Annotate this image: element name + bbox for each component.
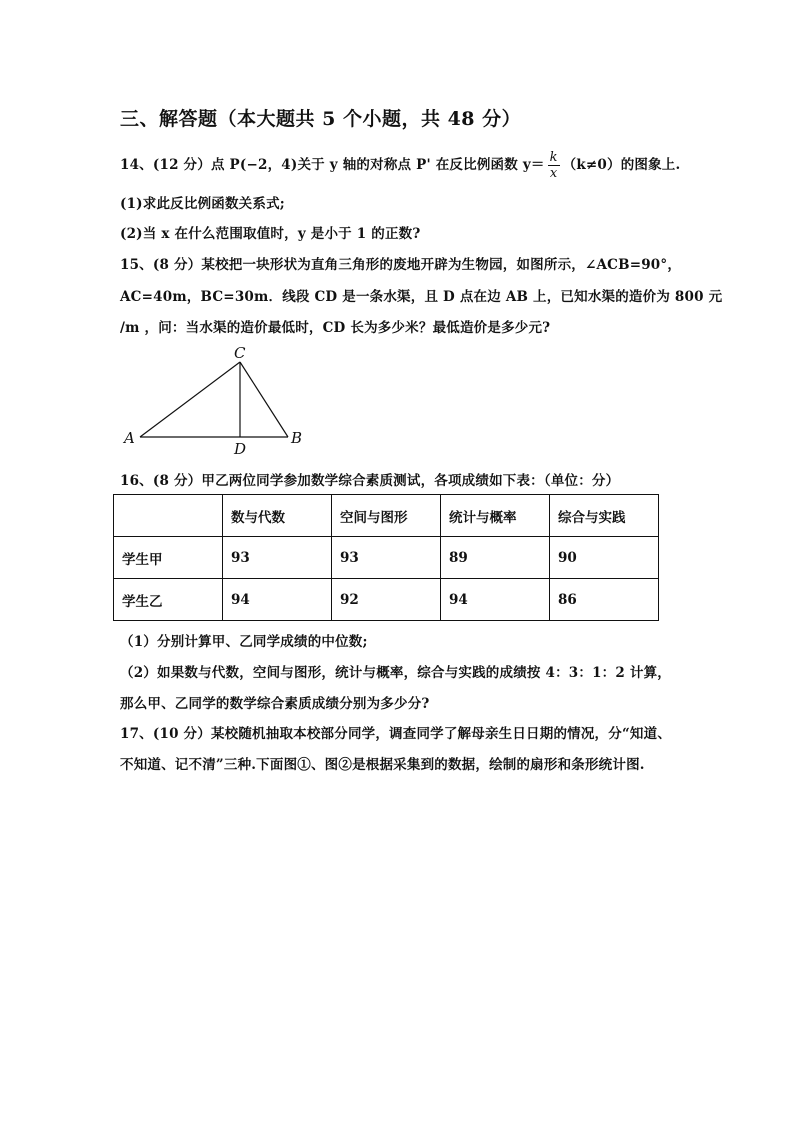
table-cell: 90 [550, 537, 659, 579]
table-header-cell: 空间与图形 [332, 495, 441, 537]
q14-part1: (1)求此反比例函数关系式; [120, 196, 285, 212]
q16-stem: 16、(8 分）甲乙两位同学参加数学综合素质测试，各项成绩如下表：（单位：分） [120, 473, 620, 489]
q17-line1: 17、(10 分）某校随机抽取本校部分同学，调查同学了解母亲生日日期的情况，分“知道、 [120, 726, 672, 742]
q14-stem-after: （k≠0）的图象上. [562, 157, 681, 173]
q16-part2-line1: （2）如果数与代数，空间与图形，统计与概率，综合与实践的成绩按 4：3：1：2 计算， [120, 665, 671, 681]
table-header-cell: 统计与概率 [441, 495, 550, 537]
table-cell: 86 [550, 579, 659, 621]
q16-part1: （1）分别计算甲、乙同学成绩的中位数; [120, 634, 368, 650]
table-row [114, 537, 659, 579]
table-cell: 92 [332, 579, 441, 621]
q14-stem [120, 150, 680, 181]
table-cell: 学生乙 [114, 579, 223, 621]
table-header-cell: 综合与实践 [550, 495, 659, 537]
side-bc [240, 362, 288, 437]
table-header-row [114, 495, 659, 537]
table-cell: 93 [223, 537, 332, 579]
table-header-cell: 数与代数 [223, 495, 332, 537]
right-triangle-figure [118, 340, 318, 460]
table-row [114, 579, 659, 621]
table-cell: 94 [441, 579, 550, 621]
label-d: D [234, 440, 247, 458]
q14-stem-before: 14、(12 分）点 P(−2，4)关于 y 轴的对称点 P' 在反比例函数 y＝ [120, 157, 545, 173]
table-header-cell [114, 495, 223, 537]
fraction-numerator: k [549, 150, 558, 165]
q15-line2: AC=40m，BC=30m．线段 CD 是一条水渠，且 D 点在边 AB 上，已知水渠的造价为 800 元 [120, 289, 723, 305]
table-cell: 93 [332, 537, 441, 579]
side-ac [140, 362, 240, 437]
table-cell: 94 [223, 579, 332, 621]
label-b: B [291, 429, 303, 447]
table-cell: 学生甲 [114, 537, 223, 579]
q14-part2: (2)当 x 在什么范围取值时，y 是小于 1 的正数? [120, 226, 421, 242]
score-table [113, 494, 659, 621]
section-title: 三、解答题（本大题共 5 个小题，共 48 分） [120, 108, 522, 130]
label-c: C [234, 344, 246, 362]
q15-line3: /m ，问：当水渠的造价最低时，CD 长为多少米？最低造价是多少元? [120, 320, 551, 336]
q15-line1: 15、(8 分）某校把一块形状为直角三角形的废地开辟为生物园，如图所示，∠ACB=90°， [120, 257, 682, 273]
fraction-denominator: x [549, 166, 558, 181]
q16-part2-line2: 那么甲、乙同学的数学综合素质成绩分别为多少分? [120, 696, 430, 712]
k-over-x-fraction [548, 150, 560, 181]
q17-line2: 不知道、记不清”三种.下面图①、图②是根据采集到的数据，绘制的扇形和条形统计图. [120, 757, 645, 773]
label-a: A [124, 429, 135, 447]
table-cell: 89 [441, 537, 550, 579]
